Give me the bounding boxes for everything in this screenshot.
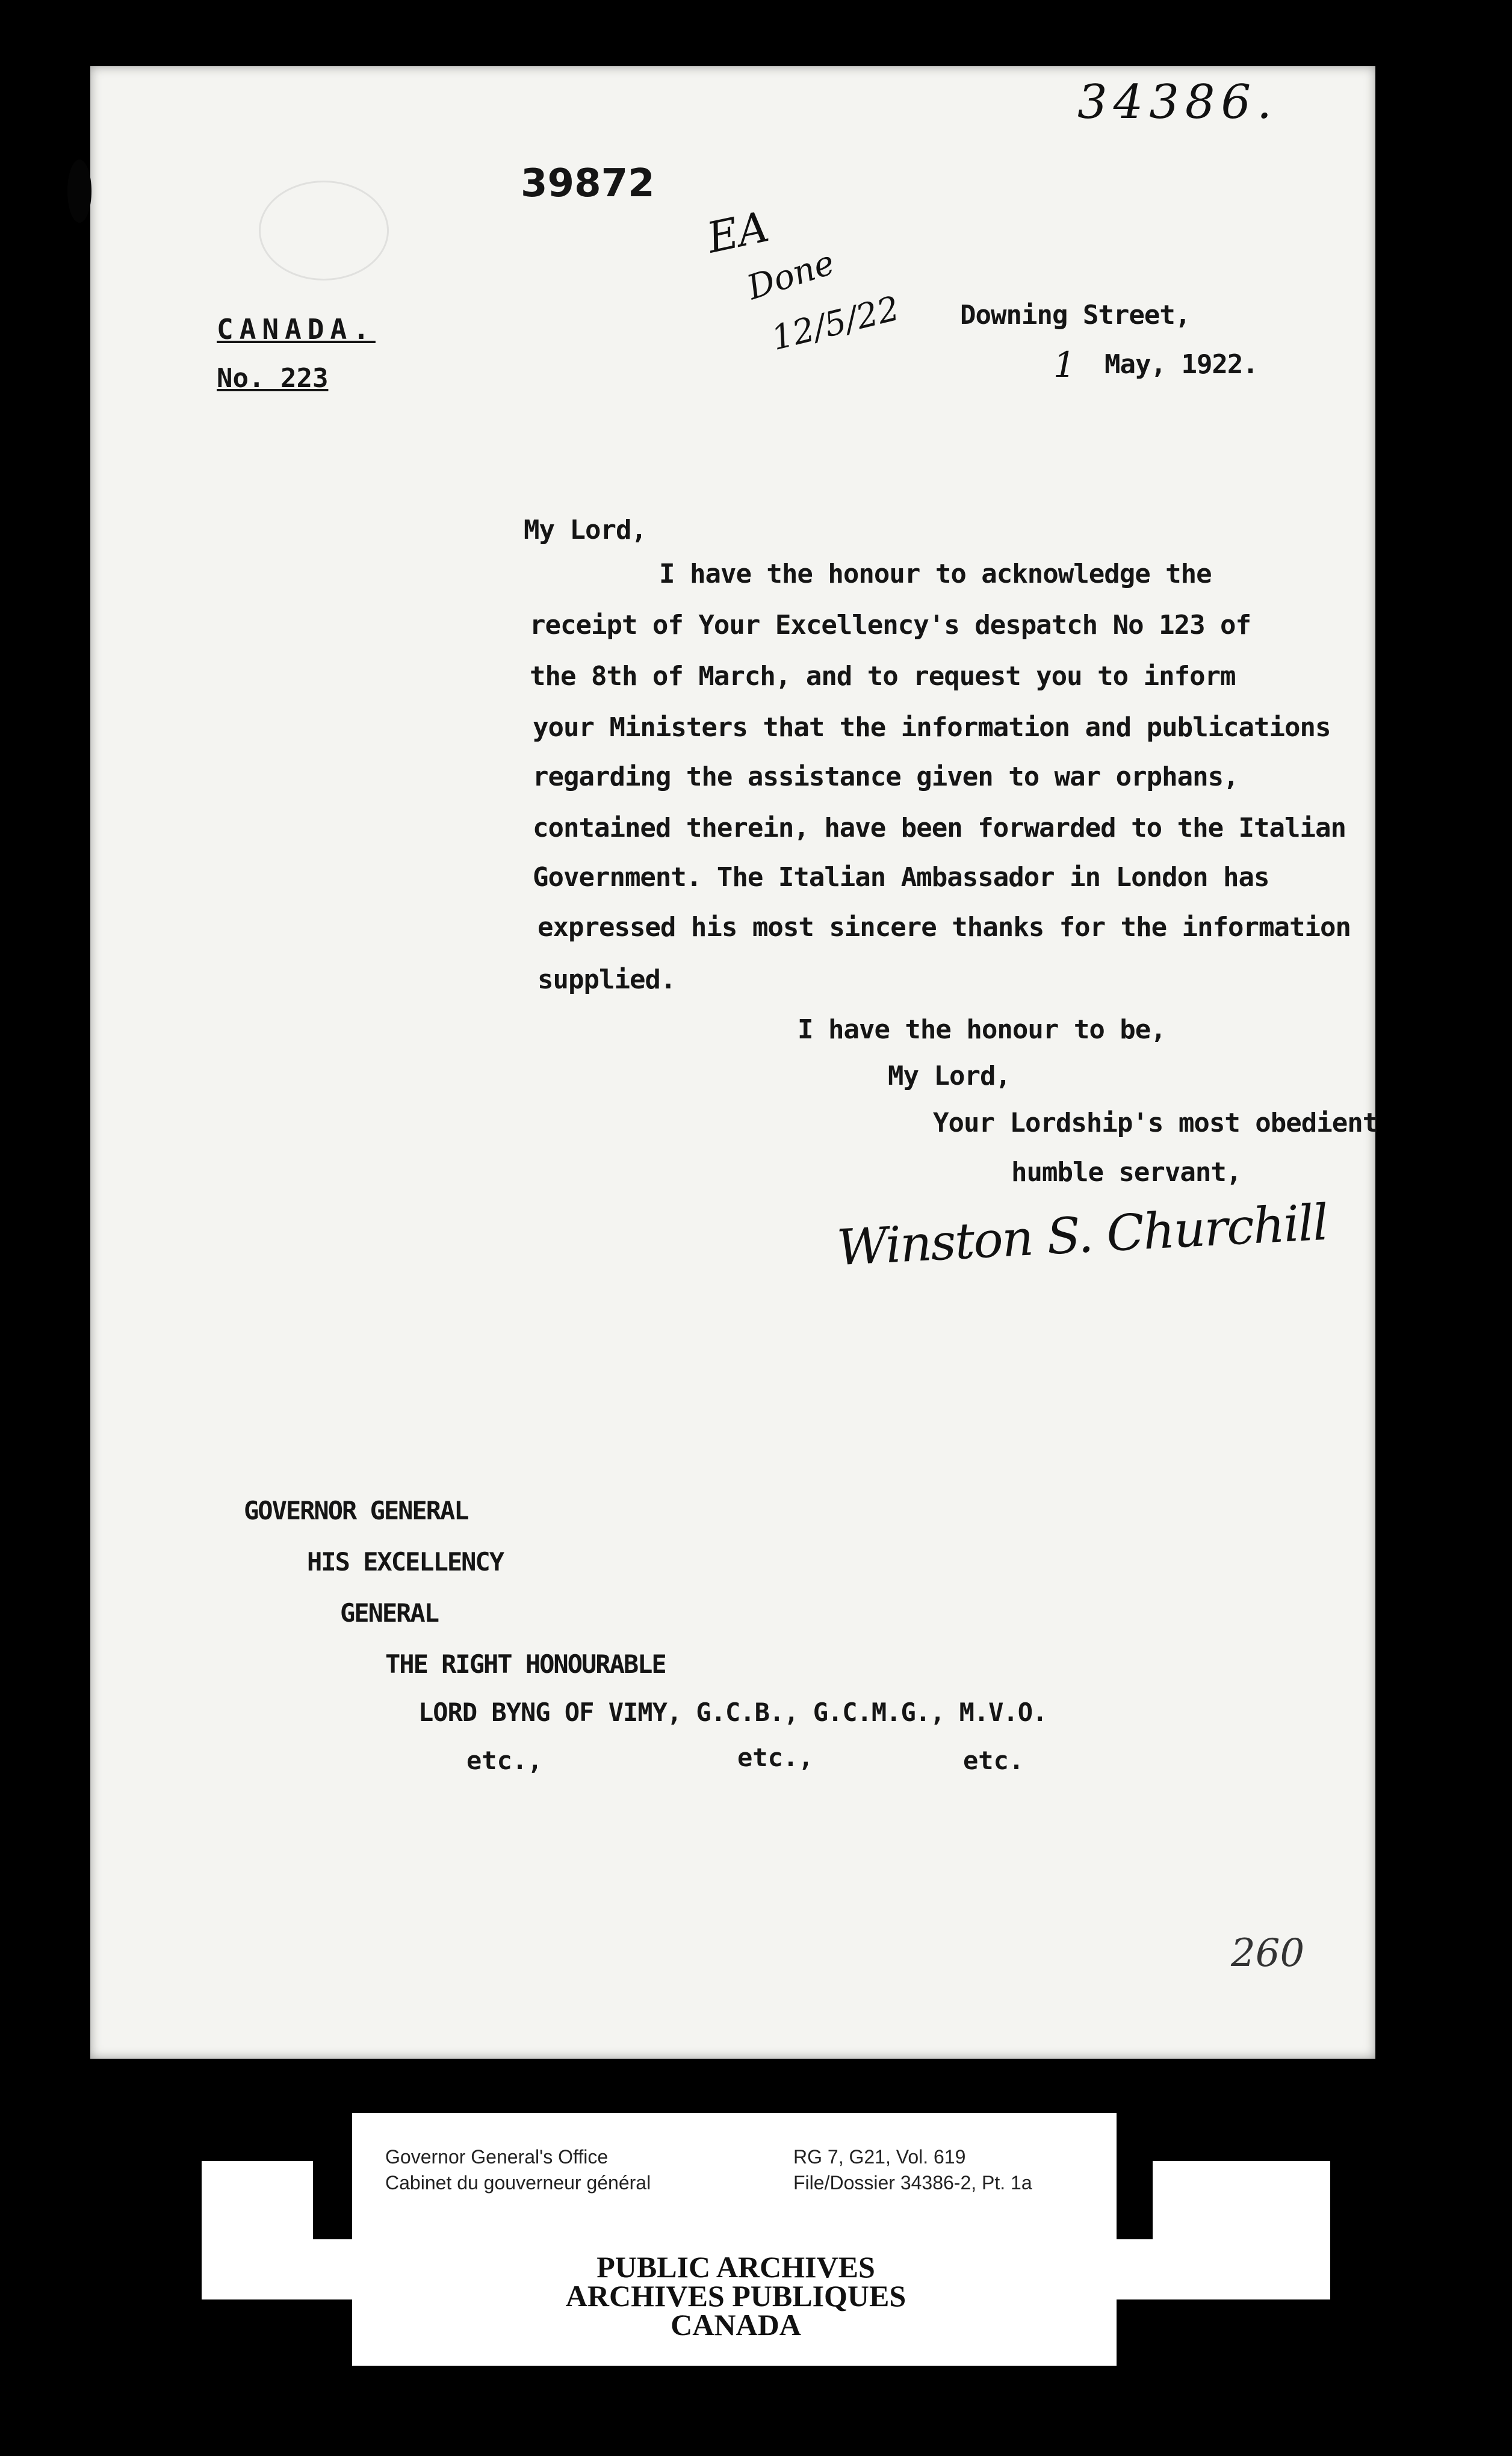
body-line: expressed his most sincere thanks for the information [538, 912, 1351, 943]
body-line: the 8th of March, and to request you to inform [530, 661, 1236, 692]
body-line: supplied. [538, 964, 676, 995]
handwritten-file-number: 34386. [1077, 75, 1278, 129]
closing-line: My Lord, [888, 1061, 1011, 1091]
etc-label: etc. [963, 1746, 1024, 1775]
signature: Winston S. Churchill [835, 1194, 1329, 1277]
addressee-line: THE RIGHT HONOURABLE [385, 1649, 666, 1679]
annotation-done: Done [742, 243, 840, 308]
body-line: contained therein, have been forwarded to the Italian [533, 813, 1346, 843]
date-line: May, 1922. [1105, 349, 1258, 380]
addressee-line: GENERAL [340, 1598, 439, 1628]
closing-line: Your Lordship's most obedient [933, 1108, 1378, 1138]
stamp-notch [1117, 2161, 1153, 2239]
annotation-date: 12/5/22 [767, 288, 903, 359]
addressee-line: LORD BYNG OF VIMY, G.C.B., G.C.M.G., M.V.O. [418, 1698, 1047, 1727]
despatch-number: No. 223 [217, 363, 329, 394]
body-line: your Ministers that the information and publications [533, 712, 1331, 743]
archive-reference: File/Dossier 34386-2, Pt. 1a [793, 2172, 1032, 2194]
archive-title: PUBLIC ARCHIVES [596, 2250, 875, 2284]
punch-hole [67, 160, 91, 223]
stamp-notch [313, 2161, 352, 2239]
archive-reference: RG 7, G21, Vol. 619 [793, 2146, 966, 2168]
page-number: 260 [1231, 1931, 1305, 1976]
archive-office-en: Governor General's Office [385, 2146, 609, 2168]
addressee-line: GOVERNOR GENERAL [244, 1496, 468, 1525]
annotation-ea: EA [702, 202, 773, 263]
closing-line: I have the honour to be, [798, 1014, 1166, 1045]
etc-label: etc., [737, 1743, 814, 1772]
date-day: 1 [1053, 344, 1076, 385]
archive-office-fr: Cabinet du gouverneur général [385, 2172, 651, 2194]
closing-line: humble servant, [1011, 1157, 1242, 1188]
salutation: My Lord, [524, 515, 646, 545]
etc-label: etc., [466, 1746, 543, 1775]
archive-title: CANADA [671, 2308, 801, 2342]
stamped-number: 39872 [521, 161, 655, 206]
country-heading: CANADA. [217, 313, 376, 346]
embossed-seal [259, 181, 389, 281]
addressee-line: HIS EXCELLENCY [307, 1547, 504, 1577]
address-line: Downing Street, [960, 300, 1191, 330]
body-line: I have the honour to acknowledge the [659, 559, 1212, 589]
body-line: receipt of Your Excellency's despatch No 123 of [530, 610, 1251, 640]
body-line: Government. The Italian Ambassador in London has [533, 862, 1269, 893]
archive-title: ARCHIVES PUBLIQUES [565, 2279, 906, 2313]
body-line: regarding the assistance given to war orphans, [533, 761, 1239, 792]
